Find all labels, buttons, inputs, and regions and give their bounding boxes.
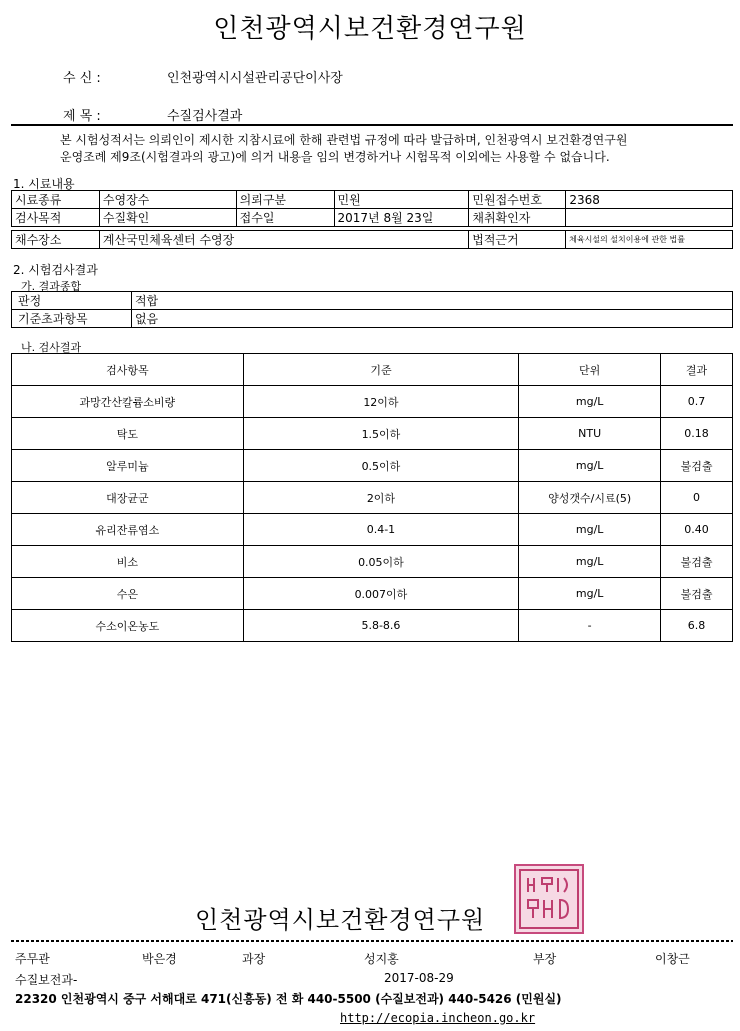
table-row — [12, 231, 733, 249]
item-cell: 수소이온농도 — [12, 610, 244, 642]
results-table — [11, 353, 733, 642]
law-value: 체육시설의 설치이용에 관한 법률 — [566, 231, 733, 249]
table-row — [12, 191, 733, 209]
request-type-value: 민원 — [334, 191, 469, 209]
column-header: 검사항목 — [12, 354, 244, 386]
summary-title: 가. 결과종합 — [21, 280, 82, 293]
exceed-value: 없음 — [131, 310, 732, 328]
table-header-row — [12, 354, 733, 386]
unit-cell: 양성갯수/시료(5) — [519, 482, 661, 514]
result-cell: 0.40 — [661, 514, 733, 546]
seal-glyph-icon — [516, 866, 582, 932]
standard-cell: 1.5이하 — [243, 418, 519, 450]
recipient-value: 인천광역시시설관리공단이사장 — [167, 71, 343, 86]
table-row — [12, 292, 733, 310]
standard-cell: 5.8-8.6 — [243, 610, 519, 642]
judgement-value: 적합 — [131, 292, 732, 310]
recipient-label: 수 신 : — [63, 71, 101, 86]
subject-value: 수질검사결과 — [167, 109, 243, 124]
unit-cell: mg/L — [519, 450, 661, 482]
item-cell: 대장균군 — [12, 482, 244, 514]
issue-date: 2017-08-29 — [384, 971, 454, 985]
table-row — [12, 610, 733, 642]
table-row — [12, 450, 733, 482]
table-row — [12, 546, 733, 578]
summary-table — [11, 291, 733, 328]
chief-name: 성지홍 — [364, 952, 399, 966]
request-type-label: 의뢰구분 — [236, 191, 334, 209]
unit-cell: mg/L — [519, 514, 661, 546]
table-row — [12, 209, 733, 227]
header-divider — [11, 124, 733, 126]
section-2-title: 2. 시험검사결과 — [13, 263, 98, 277]
column-header: 결과 — [661, 354, 733, 386]
judgement-label: 판정 — [12, 292, 132, 310]
website-link[interactable]: http://ecopia.incheon.go.kr — [340, 1011, 536, 1025]
standard-cell: 12이하 — [243, 386, 519, 418]
table-row — [12, 514, 733, 546]
collector-label: 채취확인자 — [469, 209, 566, 227]
footer-divider — [11, 940, 733, 942]
table-row — [12, 418, 733, 450]
sample-type-value: 수영장수 — [99, 191, 236, 209]
result-cell: 0.18 — [661, 418, 733, 450]
official-seal-icon — [514, 864, 584, 934]
item-cell: 알루미늄 — [12, 450, 244, 482]
purpose-value: 수질확인 — [99, 209, 236, 227]
footer-org-name: 인천광역시보건환경연구원 — [195, 906, 486, 934]
result-cell: 불검출 — [661, 546, 733, 578]
officer-name: 박은경 — [142, 952, 177, 966]
dept-name: 수질보전과- — [15, 973, 78, 987]
result-cell: 불검출 — [661, 450, 733, 482]
item-cell: 유리잔류염소 — [12, 514, 244, 546]
receipt-no-value: 2368 — [566, 191, 733, 209]
result-cell: 0.7 — [661, 386, 733, 418]
column-header: 기준 — [243, 354, 519, 386]
item-cell: 탁도 — [12, 418, 244, 450]
chief-label: 과장 — [242, 952, 266, 966]
section-1-title: 1. 시료내용 — [13, 177, 75, 191]
result-cell: 불검출 — [661, 578, 733, 610]
standard-cell: 2이하 — [243, 482, 519, 514]
standard-cell: 0.007이하 — [243, 578, 519, 610]
law-label: 법적근거 — [469, 231, 566, 249]
director-name: 이창근 — [655, 952, 690, 966]
page-title: 인천광역시보건환경연구원 — [213, 14, 527, 44]
standard-cell: 0.5이하 — [243, 450, 519, 482]
exceed-label: 기준초과항목 — [12, 310, 132, 328]
notice-line-1: 본 시험성적서는 의뢰인이 제시한 지참시료에 한해 관련법 규정에 따라 발급하며, 인천광역시 보건환경연구원 — [60, 133, 628, 147]
table-row — [12, 386, 733, 418]
unit-cell: NTU — [519, 418, 661, 450]
director-label: 부장 — [533, 952, 557, 966]
notice-text — [60, 132, 728, 166]
subject-label: 제 목 : — [63, 109, 101, 124]
result-cell: 0 — [661, 482, 733, 514]
table-row — [12, 310, 733, 328]
table-row — [12, 578, 733, 610]
result-cell: 6.8 — [661, 610, 733, 642]
collector-value — [566, 209, 733, 227]
receipt-no-label: 민원접수번호 — [469, 191, 566, 209]
officer-label: 주무관 — [15, 952, 50, 966]
unit-cell: mg/L — [519, 578, 661, 610]
item-cell: 과망간산칼륨소비량 — [12, 386, 244, 418]
address-line: 22320 인천광역시 중구 서해대로 471(신흥동) 전 화 440-5500 (수질보전과) 440-5426 (민원실) — [15, 992, 562, 1006]
detail-title: 나. 검사결과 — [21, 341, 82, 354]
column-header: 단위 — [519, 354, 661, 386]
unit-cell: mg/L — [519, 386, 661, 418]
standard-cell: 0.4-1 — [243, 514, 519, 546]
sample-type-label: 시료종류 — [12, 191, 100, 209]
place-value: 계산국민체육센터 수영장 — [99, 231, 468, 249]
place-label: 채수장소 — [12, 231, 100, 249]
unit-cell: mg/L — [519, 546, 661, 578]
unit-cell: - — [519, 610, 661, 642]
notice-line-2: 운영조례 제9조(시험결과의 광고)에 의거 내용을 임의 변경하거나 시험목적 이외에는 사용할 수 없습니다. — [60, 150, 610, 164]
item-cell: 수은 — [12, 578, 244, 610]
standard-cell: 0.05이하 — [243, 546, 519, 578]
item-cell: 비소 — [12, 546, 244, 578]
receipt-date-value: 2017년 8월 23일 — [334, 209, 469, 227]
table-row — [12, 482, 733, 514]
purpose-label: 검사목적 — [12, 209, 100, 227]
receipt-date-label: 접수일 — [236, 209, 334, 227]
sample-place-table — [11, 230, 733, 249]
sample-info-table — [11, 190, 733, 227]
